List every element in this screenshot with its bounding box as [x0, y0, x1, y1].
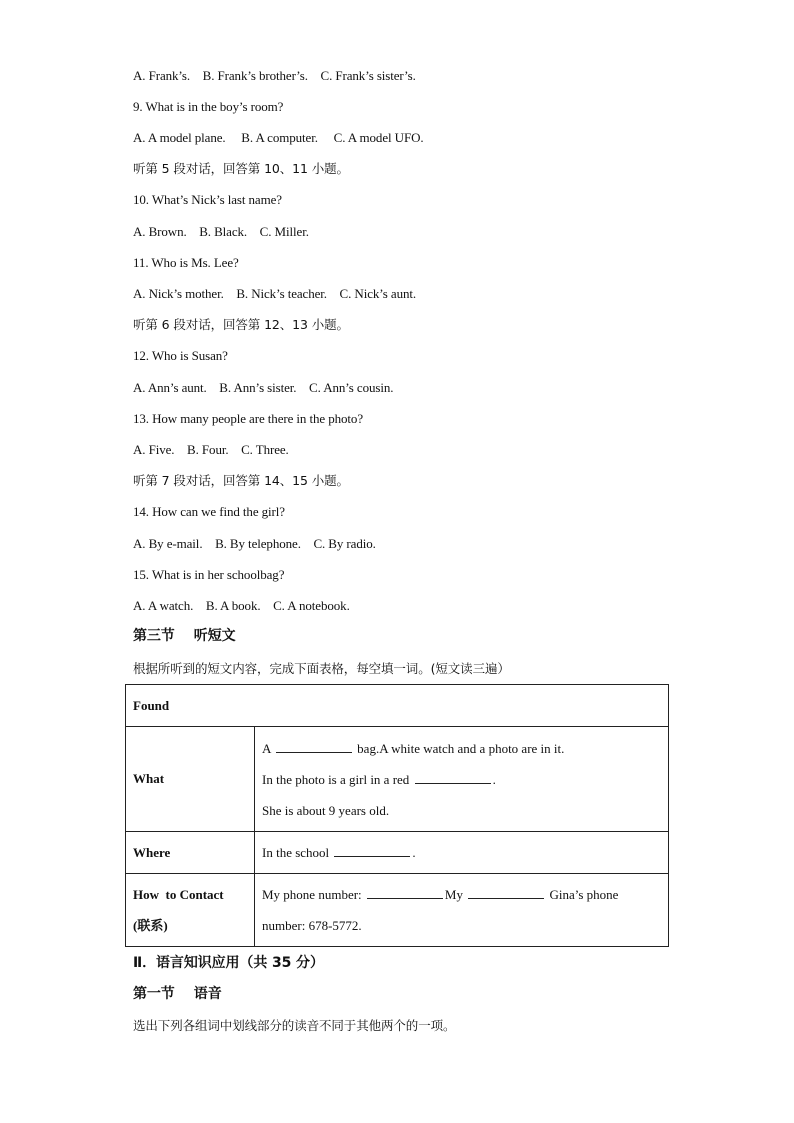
- table-row: [126, 874, 669, 947]
- table-row: [126, 685, 669, 727]
- question-14: 14. How can we find the girl?: [133, 504, 285, 519]
- dialogue-7-instruction: 听第 7 段对话，回答第 14、15 小题。: [133, 473, 349, 488]
- part-2-sub-heading: 第一节 语音: [133, 986, 222, 1002]
- question-9: 9. What is in the boy’s room?: [133, 99, 284, 114]
- table-row: [126, 832, 669, 874]
- what-line2: In the photo is a girl in a red: [262, 771, 410, 787]
- what-line3: She is about 9 years old.: [262, 802, 390, 818]
- what-cell: [255, 727, 669, 832]
- contact-gina-phone: Gina’s phone: [549, 887, 619, 902]
- where-label: Where: [126, 832, 255, 874]
- question-10: 10. What’s Nick’s last name?: [133, 192, 282, 207]
- table-title: Found: [126, 685, 669, 727]
- dialogue-6-instruction: 听第 6 段对话，回答第 12、13 小题。: [133, 317, 349, 332]
- contact-phone-label: My phone number:: [262, 887, 362, 902]
- question-11: 11. Who is Ms. Lee?: [133, 255, 239, 270]
- table-row: [126, 727, 669, 832]
- blank-phone-number[interactable]: [367, 886, 443, 899]
- section-3-instruction: 根据所听到的短文内容，完成下面表格，每空填一词。(短文读三遍）: [133, 661, 510, 676]
- section-3-heading: 第三节 听短文: [133, 628, 236, 644]
- where-text: In the school: [262, 845, 330, 860]
- what-line1-end: bag.A white watch and a photo are in it.: [357, 740, 565, 756]
- blank-where[interactable]: [334, 844, 410, 857]
- what-label: What: [126, 727, 255, 832]
- blank-name[interactable]: [468, 886, 544, 899]
- question-12: 12. Who is Susan?: [133, 348, 228, 363]
- contact-label-cell: [126, 874, 255, 947]
- part-2-heading: Ⅱ．语言知识应用（共 35 分）: [133, 955, 324, 971]
- where-cell: [255, 832, 669, 874]
- answer-options-10: A. Brown. B. Black. C. Miller.: [133, 224, 309, 239]
- blank-clothing[interactable]: [415, 771, 491, 784]
- contact-my-label: My: [444, 887, 463, 902]
- dialogue-5-instruction: 听第 5 段对话，回答第 10、11 小题。: [133, 161, 349, 176]
- where-end: .: [412, 845, 416, 860]
- blank-bag-type[interactable]: [276, 740, 352, 753]
- what-line2-end: .: [492, 771, 496, 787]
- contact-cell: [255, 874, 669, 947]
- contact-label-cn: (联系): [133, 918, 168, 933]
- answer-options-12: A. Ann’s aunt. B. Ann’s sister. C. Ann’s cousin.: [133, 380, 394, 395]
- answer-options-9: A. A model plane. B. A computer. C. A model UFO.: [133, 130, 424, 145]
- found-notice-table: [125, 684, 669, 947]
- answer-options-8: A. Frank’s. B. Frank’s brother’s. C. Frank’s sister’s.: [133, 68, 416, 83]
- answer-options-11: A. Nick’s mother. B. Nick’s teacher. C. Nick’s aunt.: [133, 286, 417, 301]
- contact-number: number: 678-5772.: [262, 918, 362, 933]
- part-2-instruction: 选出下列各组词中划线部分的读音不同于其他两个的一项。: [133, 1018, 456, 1033]
- answer-options-15: A. A watch. B. A book. C. A notebook.: [133, 598, 350, 613]
- answer-options-14: A. By e-mail. B. By telephone. C. By radio.: [133, 536, 376, 551]
- answer-options-13: A. Five. B. Four. C. Three.: [133, 442, 289, 457]
- question-13: 13. How many people are there in the photo?: [133, 411, 363, 426]
- what-line1-start: A: [262, 740, 271, 756]
- contact-label: How to Contact: [133, 887, 224, 902]
- question-15: 15. What is in her schoolbag?: [133, 567, 285, 582]
